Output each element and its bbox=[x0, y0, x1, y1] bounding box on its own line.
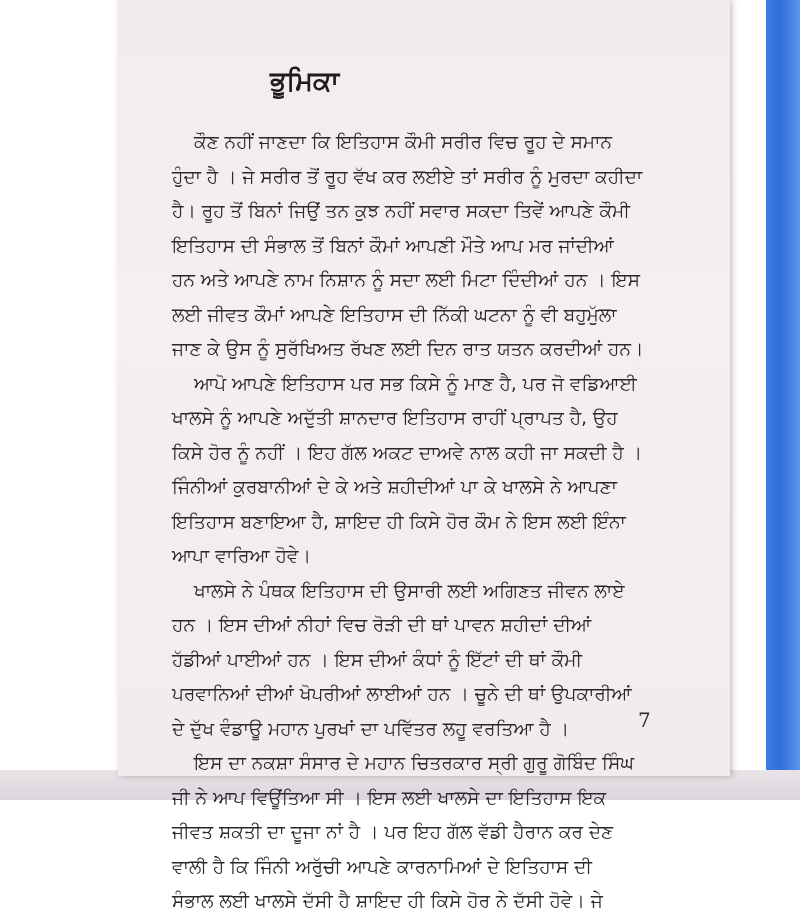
book-cover-edge bbox=[766, 0, 800, 800]
text-line: ਖਾਲਸੇ ਨੇ ਪੰਥਕ ਇਤਿਹਾਸ ਦੀ ਉਸਾਰੀ ਲਈ ਅਗਿਣਤ ਜੀਵਨ ਲਾਏ bbox=[194, 580, 625, 602]
text-line: ਪਰਵਾਨਿਆਂ ਦੀਆਂ ਖੋਪਰੀਆਂ ਲਾਈਆਂ ਹਨ । ਚੂਨੇ ਦੀ ਥਾਂ ਉਪਕਾਰੀਆਂ bbox=[172, 684, 632, 705]
text-line: ਕੌਣ ਨਹੀਂ ਜਾਣਦਾ ਕਿ ਇਤਿਹਾਸ ਕੌਮੀ ਸਰੀਰ ਵਿਚ ਰੂਹ ਦੇ ਸਮਾਨ bbox=[194, 132, 612, 153]
text-line: ਆਪੋ ਆਪਣੇ ਇਤਿਹਾਸ ਪਰ ਸਭ ਕਿਸੇ ਨੂੰ ਮਾਣ ਹੈ, ਪਰ ਜੋ ਵਡਿਆਈ bbox=[194, 373, 637, 395]
page-body bbox=[172, 126, 692, 920]
text-line: ਹੁੰਦਾ ਹੈ । ਜੇ ਸਰੀਰ ਤੋਂ ਰੂਹ ਵੱਖ ਕਰ ਲਈਏ ਤਾਂ ਸਰੀਰ ਨੂੰ ਮੁਰਦਾ ਕਹੀਦਾ bbox=[172, 166, 643, 188]
text-line: ਦੇ ਦੁੱਖ ਵੰਡਾਊ ਮਹਾਨ ਪੁਰਖਾਂ ਦਾ ਪਵਿੱਤਰ ਲਹੂ ਵਰਤਿਆ ਹੈ । bbox=[172, 718, 570, 740]
text-line: ਇਤਿਹਾਸ ਦੀ ਸੰਭਾਲ ਤੋਂ ਬਿਨਾਂ ਕੌਮਾਂ ਆਪਣੀ ਮੌਤੇ ਆਪ ਮਰ ਜਾਂਦੀਆਂ bbox=[172, 235, 614, 257]
text-line: ਸੰਭਾਲ ਲਈ ਖਾਲਸੇ ਦੱਸੀ ਹੈ ਸ਼ਾਇਦ ਹੀ ਕਿਸੇ ਹੋਰ ਨੇ ਦੱਸੀ ਹੋਵੇ। ਜੇ bbox=[172, 891, 603, 912]
text-line: ਹੈ। ਰੂਹ ਤੋਂ ਬਿਨਾਂ ਜਿਉਂ ਤਨ ਕੁਝ ਨਹੀਂ ਸਵਾਰ ਸਕਦਾ ਤਿਵੇਂ ਆਪਣੇ ਕੌਮੀ bbox=[172, 201, 630, 222]
text-line: ਖਾਲਸੇ ਨੂੰ ਆਪਣੇ ਅਦੁੱਤੀ ਸ਼ਾਨਦਾਰ ਇਤਿਹਾਸ ਰਾਹੀਂ ਪ੍ਰਾਪਤ ਹੈ, ਉਹ bbox=[172, 408, 618, 429]
text-line: ਵਾਲੀ ਹੈ ਕਿ ਜਿੰਨੀ ਅਰੁੱਚੀ ਆਪਣੇ ਕਾਰਨਾਮਿਆਂ ਦੇ ਇਤਿਹਾਸ ਦੀ bbox=[172, 856, 592, 878]
page-title: ਭੂਮਿਕਾ bbox=[270, 66, 340, 97]
text-line: ਆਪਾ ਵਾਰਿਆ ਹੋਵੇ। bbox=[172, 546, 311, 567]
text-line: ਕਿਸੇ ਹੋਰ ਨੂੰ ਨਹੀਂ । ਇਹ ਗੱਲ ਅਕਟ ਦਾਅਵੇ ਨਾਲ ਕਹੀ ਜਾ ਸਕਦੀ ਹੈ । bbox=[172, 442, 643, 464]
text-line: ਹੱਡੀਆਂ ਪਾਈਆਂ ਹਨ । ਇਸ ਦੀਆਂ ਕੰਧਾਂ ਨੂੰ ਇੱਟਾਂ ਦੀ ਥਾਂ ਕੌਮੀ bbox=[172, 649, 583, 671]
text-line: ਹਨ ਅਤੇ ਆਪਣੇ ਨਾਮ ਨਿਸ਼ਾਨ ਨੂੰ ਸਦਾ ਲਈ ਮਿਟਾ ਦਿੰਦੀਆਂ ਹਨ । ਇਸ bbox=[172, 270, 640, 291]
text-line: ਜੀਵਤ ਸ਼ਕਤੀ ਦਾ ਦੂਜਾ ਨਾਂ ਹੈ । ਪਰ ਇਹ ਗੱਲ ਵੱਡੀ ਹੈਰਾਨ ਕਰ ਦੇਣ bbox=[172, 822, 614, 843]
text-line: ਇਸ ਦਾ ਨਕਸ਼ਾ ਸੰਸਾਰ ਦੇ ਮਹਾਨ ਚਿਤਰਕਾਰ ਸ੍ਰੀ ਗੁਰੂ ਗੋਬਿੰਦ ਸਿੰਘ bbox=[194, 753, 635, 774]
page-number: 7 bbox=[638, 708, 651, 732]
text-line: ਹਨ । ਇਸ ਦੀਆਂ ਨੀਹਾਂ ਵਿਚ ਰੋੜੀ ਦੀ ਥਾਂ ਪਾਵਨ ਸ਼ਹੀਦਾਂ ਦੀਆਂ bbox=[172, 615, 592, 636]
text-line: ਜਾਣ ਕੇ ਉਸ ਨੂੰ ਸੁਰੱਖਿਅਤ ਰੱਖਣ ਲਈ ਦਿਨ ਰਾਤ ਯਤਨ ਕਰਦੀਆਂ ਹਨ। bbox=[172, 339, 644, 360]
text-line: ਜੀ ਨੇ ਆਪ ਵਿਊਂਤਿਆ ਸੀ । ਇਸ ਲਈ ਖਾਲਸੇ ਦਾ ਇਤਿਹਾਸ ਇਕ bbox=[172, 787, 607, 809]
text-line: ਜਿੰਨੀਆਂ ਕੁਰਬਾਨੀਆਂ ਦੇ ਕੇ ਅਤੇ ਸ਼ਹੀਦੀਆਂ ਪਾ ਕੇ ਖਾਲਸੇ ਨੇ ਆਪਣਾ bbox=[172, 477, 617, 498]
text-line: ਲਈ ਜੀਵਤ ਕੌਮਾਂ ਆਪਣੇ ਇਤਿਹਾਸ ਦੀ ਨਿੱਕੀ ਘਟਨਾ ਨੂੰ ਵੀ ਬਹੁਮੁੱਲਾ bbox=[172, 304, 617, 326]
text-line: ਇਤਿਹਾਸ ਬਣਾਇਆ ਹੈ, ਸ਼ਾਇਦ ਹੀ ਕਿਸੇ ਹੋਰ ਕੌਮ ਨੇ ਇਸ ਲਈ ਇੰਨਾ bbox=[172, 511, 626, 533]
